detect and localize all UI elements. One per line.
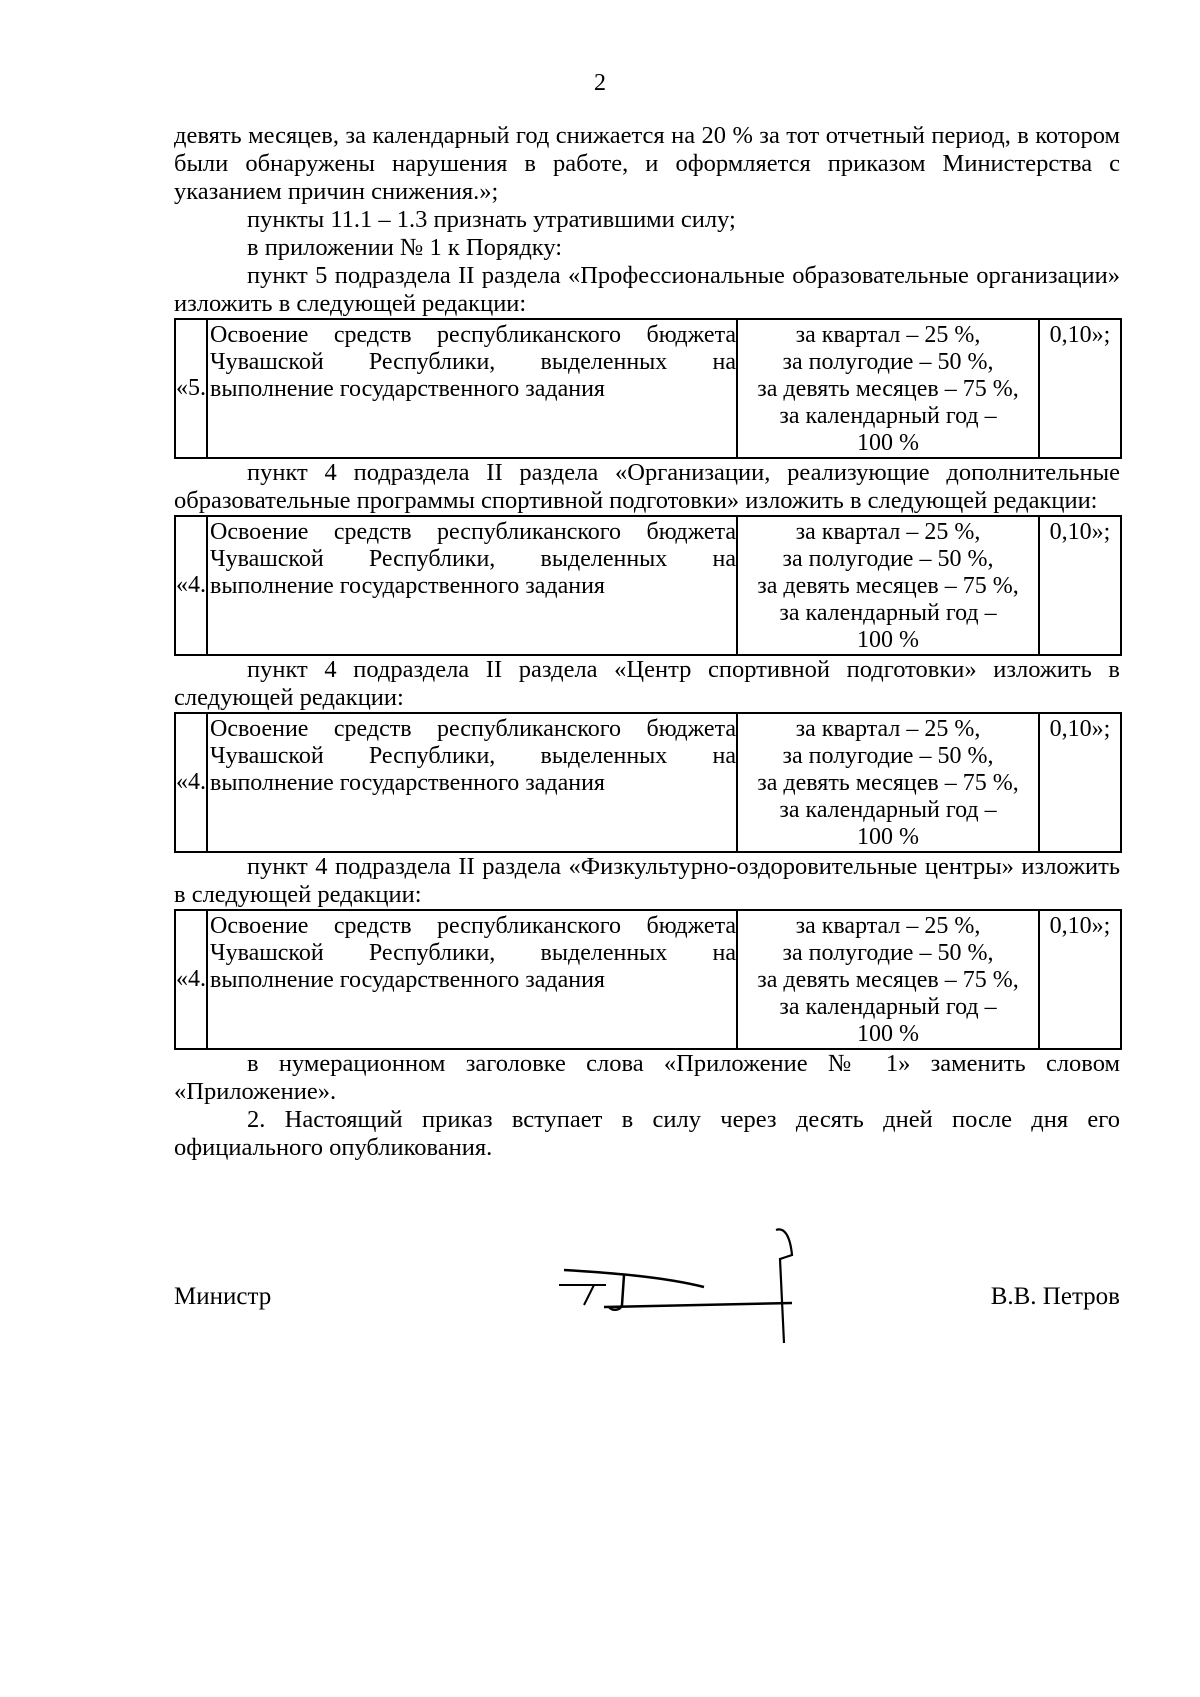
criteria-table-2 [174,515,1122,656]
paragraph-sport-orgs: пункт 4 подраздела II раздела «Организации, реализующие дополнительные образовательные программы спортивной подготовки» изложить в следующей редакции: [174,459,1120,514]
table-row [175,910,1121,1049]
period-line: за квартал – 25 %, [795,322,981,348]
table-row [175,713,1121,852]
item-value: 0,10»; [1039,910,1121,1049]
period-line: за девять месяцев – 75 %, [757,573,1019,599]
period-line: за девять месяцев – 75 %, [757,376,1019,402]
item-number: «5. [175,319,207,458]
criteria-table-1 [174,318,1122,459]
period-line: за календарный год – [779,797,997,823]
paragraph-sport-center: пункт 4 подраздела II раздела «Центр спортивной подготовки» изложить в следующей редакции: [174,656,1120,711]
item-periods [737,319,1039,458]
handwritten-signature-icon [554,1225,804,1345]
signatory-name: В.В. Петров [990,1283,1120,1310]
period-line: 100 % [857,430,919,456]
period-line: за календарный год – [779,600,997,626]
paragraph-heading-rename: в нумерационном заголовке слова «Приложение № 1» заменить словом «Приложение». [174,1050,1120,1105]
paragraph-continuation: девять месяцев, за календарный год снижается на 20 % за тот отчетный период, в котором были обнаружены нарушения в работе, и оформляется приказом Министерства с указанием причин снижения.»; [174,122,1120,205]
page-number: 2 [594,70,606,96]
period-line: за полугодие – 50 %, [782,349,994,375]
table-row [175,319,1121,458]
period-line: за квартал – 25 %, [795,519,981,545]
period-line: 100 % [857,627,919,653]
period-line: 100 % [857,824,919,850]
period-line: за девять месяцев – 75 %, [757,770,1019,796]
item-description: Освоение средств республиканского бюджета Чувашской Республики, выделенных на выполнение государственного задания [207,319,737,458]
item-value: 0,10»; [1039,319,1121,458]
item-description: Освоение средств республиканского бюджета Чувашской Республики, выделенных на выполнение государственного задания [207,713,737,852]
period-line: за полугодие – 50 %, [782,743,994,769]
item-periods [737,516,1039,655]
period-line: за полугодие – 50 %, [782,940,994,966]
item-number: «4. [175,516,207,655]
table-row [175,516,1121,655]
period-line: за квартал – 25 %, [795,716,981,742]
signatory-title: Министр [174,1283,272,1310]
item-number: «4. [175,713,207,852]
item-description: Освоение средств республиканского бюджета Чувашской Республики, выделенных на выполнение государственного задания [207,910,737,1049]
document-body [174,122,1120,1162]
period-line: за девять месяцев – 75 %, [757,967,1019,993]
period-line: 100 % [857,1021,919,1047]
item-description: Освоение средств республиканского бюджета Чувашской Республики, выделенных на выполнение государственного задания [207,516,737,655]
item-periods [737,713,1039,852]
period-line: за полугодие – 50 %, [782,546,994,572]
paragraph-fitness-centers: пункт 4 подраздела II раздела «Физкультурно-оздоровительные центры» изложить в следующей редакции: [174,853,1120,908]
period-line: за календарный год – [779,994,997,1020]
item-periods [737,910,1039,1049]
paragraph-item-5: пункт 5 подраздела II раздела «Профессиональные образовательные организации» изложить в следующей редакции: [174,262,1120,317]
period-line: за квартал – 25 %, [795,913,981,939]
item-number: «4. [175,910,207,1049]
paragraph-appendix: в приложении № 1 к Порядку: [247,234,563,261]
criteria-table-4 [174,909,1122,1050]
criteria-table-3 [174,712,1122,853]
paragraph-effective-date: 2. Настоящий приказ вступает в силу через десять дней после дня его официального опубликования. [174,1106,1120,1161]
item-value: 0,10»; [1039,516,1121,655]
paragraph-points-repeal: пункты 11.1 – 1.3 признать утратившими силу; [247,206,736,233]
period-line: за календарный год – [779,403,997,429]
item-value: 0,10»; [1039,713,1121,852]
